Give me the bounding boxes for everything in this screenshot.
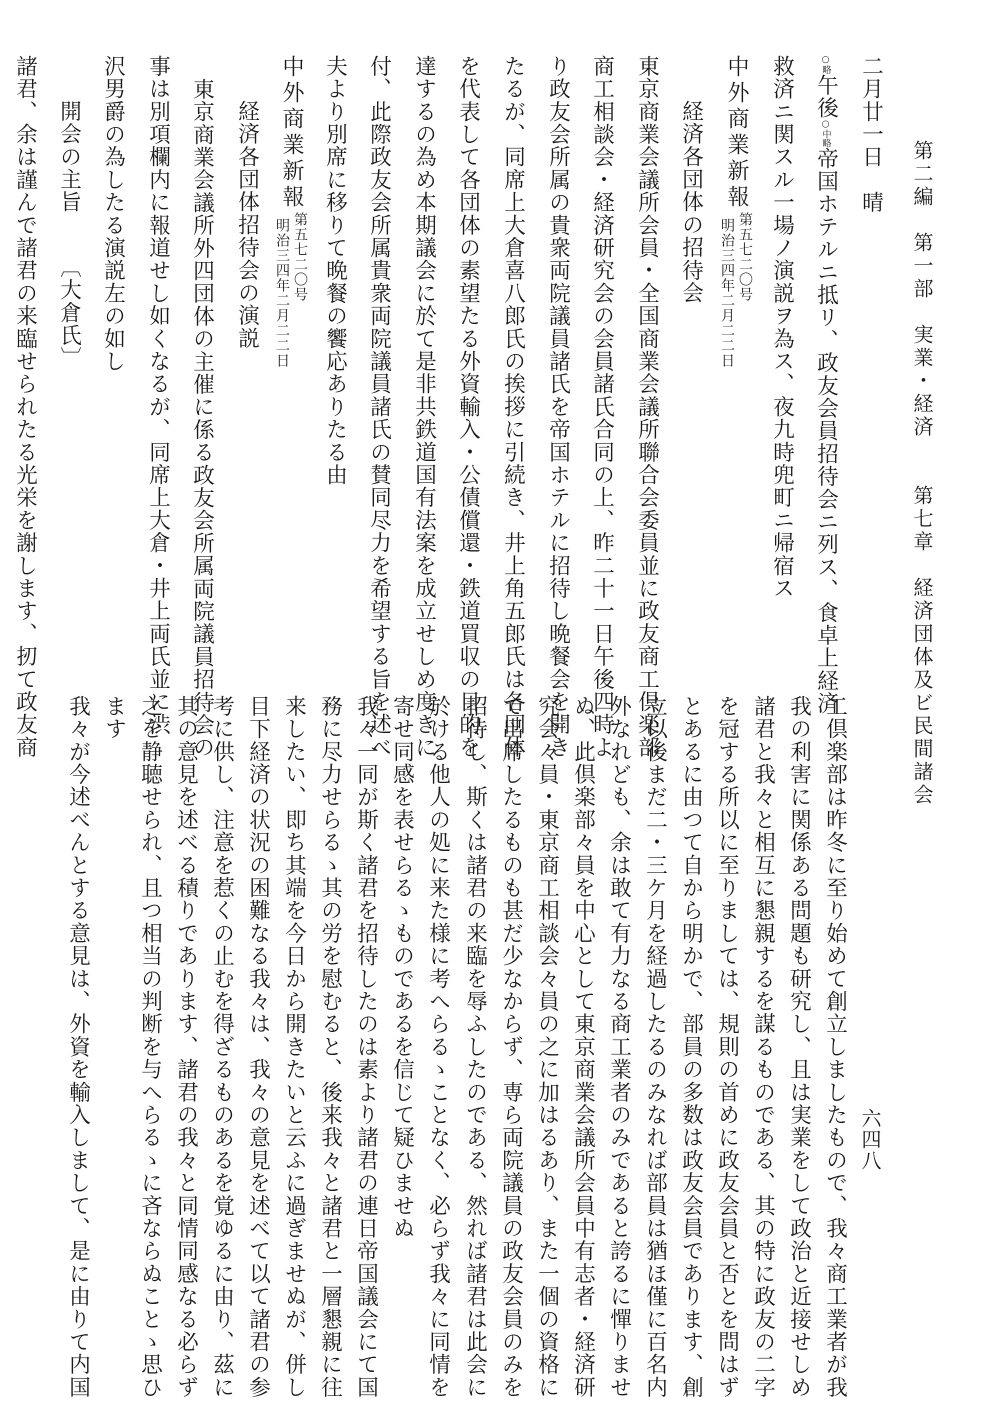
speech-line: 我々一同が斯く諸君を招待したのは素より諸君の連日帝国議会にて国 (353, 695, 379, 1399)
omission-mark-mid: ○中略 (820, 119, 831, 148)
article-line: 東京商業会議所外四団体の主催に係る政友会所属両院議員招待会の (189, 78, 215, 759)
speech-line: 来したい、即ち其端を今日から開きたいと云ふに過ぎませぬが、併し (281, 695, 307, 1399)
article-line: 付、此際政友会所属貴衆両院議員諸氏の賛同尽力を希望する旨を述べ (366, 55, 392, 759)
speech-line: ます (101, 695, 127, 741)
speaker-name: 〔大倉氏〕 (56, 256, 82, 370)
speech-line: 於ける他人の処に来た様に考へらるゝことなく、必らず我々に同情を (425, 695, 451, 1399)
diary-line-afternoon (815, 55, 837, 715)
diary-date-line: 二月廿一日 晴 (858, 55, 884, 214)
speech-line: 之を静聴せられ、且つ相当の判断を与へらるゝに吝ならぬことゝ思ひ (137, 695, 163, 1399)
page-number: 六四八 (858, 1108, 882, 1171)
speech-line: 諸君と我々と相互に懇親するを謀るものである、其の特に政友の二字 (750, 695, 776, 1399)
article-line: 商工相談会・経済研究会の会員諸氏合同の上、昨二十一日午後四時よ (589, 55, 615, 759)
speech-line: 目下経済の状況の困難なる我々は、我々の意見を述べて以て諸君の参 (245, 695, 271, 1399)
speech-line: 考に供し、注意を惹くの止むを得ざるものあるを覚ゆるに由り、茲に (209, 695, 235, 1399)
article-heading: 経済各団体の招待会 (678, 100, 704, 305)
article-line: を代表して各団体の素望たる外資輸入・公債償還・鉄道買収の目的を (455, 55, 481, 759)
article-line: り政友会所属の貴衆両院議員諸氏を帝国ホテルに招待し晩餐会を開き (545, 55, 571, 759)
article-line: 東京商業会議所会員・全国商業会議所聯合会委員並に政友商工倶楽部 (634, 55, 660, 759)
speech-line: 究会々員・東京商工相談会々員の之に加はるあり、また一個の資格に (534, 695, 560, 1399)
speech-line: 寄せ同感を表せらるゝものであるを信じて疑ひませぬ (389, 695, 415, 1240)
article-number: 第五七二〇号 (737, 212, 753, 302)
article-line: 夫より別席に移りて晩餐の饗応ありたる由 (322, 55, 348, 487)
newspaper-title-2: 中外商業新報 (279, 55, 304, 211)
article-line: 事は別項欄内に報道せし如くなるが、同席上大倉・井上両氏並に渋 (145, 55, 171, 736)
diary-time: 午後 (813, 74, 839, 120)
speech-line: 外なれども、余は敢て有力なる商工業者のみであると誇るに憚りませ (606, 695, 632, 1399)
speech-line: 諸君、余は謹んで諸君の来臨せられたる光栄を謝します、扨て政友商 (12, 55, 38, 759)
article-line: たるが、同席上大倉喜八郎氏の挨拶に引続き、井上角五郎氏は各団体 (500, 55, 526, 759)
newspaper-title: 中外商業新報 (724, 55, 749, 211)
article-number-2: 第五七二〇号 (292, 212, 308, 302)
article-date: 明治三四年二月二二日 (719, 218, 735, 368)
running-header: 第二編 第一部 実業・経済 第七章 経済団体及ビ民間諸会 (910, 140, 934, 807)
article-heading-2: 経済各団体招待会の演説 (234, 100, 260, 350)
speech-line: とあるに由つて自から明かで、部員の多数は政友会員であります、創 (678, 695, 704, 1399)
article-line: 沢男爵の為したる演説左の如し (100, 55, 126, 373)
speech-heading: 開会の主旨 (56, 100, 82, 214)
diary-text: 帝国ホテルニ抵リ、政友会員招待会ニ列ス、食卓上経済 (813, 147, 839, 715)
speech-line: 立以後まだ二・三ケ月を経過したるのみなれば部員は猶ほ僅に百名内 (642, 695, 668, 1399)
speech-line: 我の利害に関係ある問題も研究し、且は実業をして政治と近接せしめ (786, 695, 812, 1399)
speech-line: 其の意見を述べる積りであります、諸君の我々と同情同感なる必らず (173, 695, 199, 1399)
speech-line: 務に尽力せらるゝ其の労を慰むると、後来我々と諸君と一層懇親に往 (317, 695, 343, 1399)
article-line: 達するの為め本期議会に於て是非共鉄道国有法案を成立せしめ度きに (411, 55, 437, 759)
speech-line: て出席したるものも甚だ少なからず、専ら両院議員の政友会員のみを (498, 695, 524, 1399)
speech-line: を冠する所以に至りましては、規則の首めに政友会員と否とを問はず (714, 695, 740, 1399)
omission-mark: ○略 (820, 55, 831, 74)
speech-line: ぬ、此倶楽部々員を中心として東京商業会議所会員中有志者・経済研 (570, 695, 596, 1399)
speech-line: 招待し、斯くは諸君の来臨を辱ふしたのである、然れば諸君は此会に (462, 695, 488, 1399)
article-date-2: 明治三四年二月二二日 (274, 218, 290, 368)
diary-line: 救済ニ関スル一場ノ演説ヲ為ス、夜九時兜町ニ帰宿ス (769, 55, 795, 600)
speech-line: 我々が今述べんとする意見は、外資を輸入しまして、是に由りて内国 (65, 695, 91, 1399)
speech-line: 工倶楽部は昨冬に至り始めて創立しましたもので、我々商工業者が我 (822, 695, 848, 1399)
